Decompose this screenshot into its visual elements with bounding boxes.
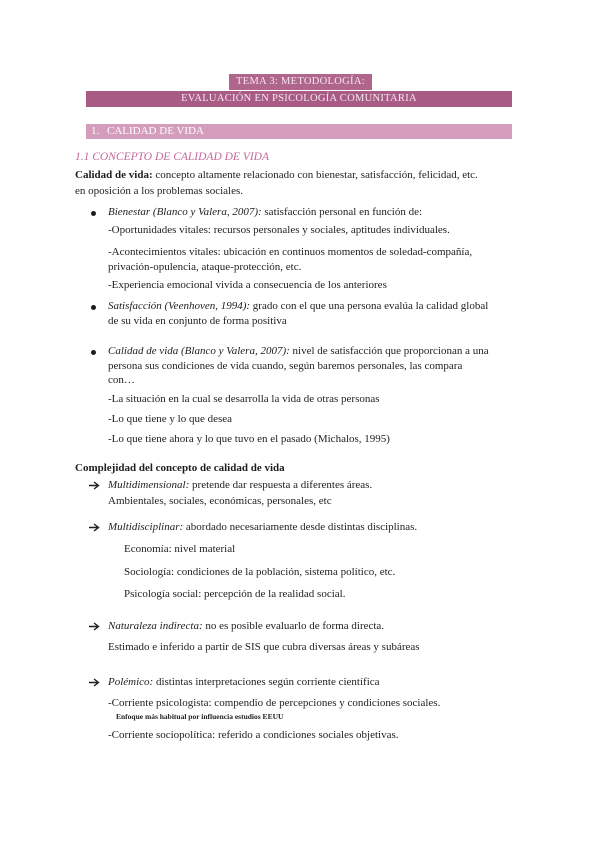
definition-line bbox=[75, 168, 478, 183]
section-number: 1. bbox=[91, 125, 100, 137]
document-title-line1: TEMA 3: METODOLOGÍA: bbox=[229, 74, 372, 90]
subsection-title: 1.1 CONCEPTO DE CALIDAD DE VIDA bbox=[75, 151, 270, 163]
complexity-item bbox=[108, 520, 417, 535]
complexity-lead: Naturaleza indirecta: bbox=[108, 620, 203, 632]
bullet-lead: Bienestar (Blanco y Valera, 2007): bbox=[108, 206, 262, 218]
complexity-text: pretende dar respuesta a diferentes áreas. bbox=[189, 479, 373, 491]
section-title: CALIDAD DE VIDA bbox=[107, 125, 204, 137]
bullet-item bbox=[108, 205, 422, 220]
document-title-line2: EVALUACIÓN EN PSICOLOGÍA COMUNITARIA bbox=[86, 91, 512, 107]
complexity-text: no es posible evaluarlo de forma directa. bbox=[202, 620, 385, 632]
complexity-heading: Complejidad del concepto de calidad de vida bbox=[75, 462, 285, 474]
complexity-text: distintas interpretaciones según corriente científica bbox=[153, 676, 380, 688]
discipline-item: Psicología social: percepción de la realidad social. bbox=[124, 588, 346, 600]
discipline-item: Sociología: condiciones de la población, sistema político, etc. bbox=[124, 566, 396, 578]
current-item: -Corriente psicologista: compendio de percepciones y condiciones sociales. bbox=[108, 697, 441, 709]
arrow-right-icon bbox=[89, 523, 100, 532]
definition-line: en oposición a los problemas sociales. bbox=[75, 185, 244, 197]
sub-item: -Experiencia emocional vivida a consecuencia de los anteriores bbox=[108, 279, 387, 291]
section-header bbox=[86, 124, 512, 139]
bullet-text: nivel de satisfacción que proporcionan a una bbox=[289, 345, 489, 357]
definition-term: Calidad de vida: bbox=[75, 169, 153, 181]
complexity-continuation: Estimado e inferido a partir de SIS que cubra diversas áreas y subáreas bbox=[108, 641, 420, 653]
current-note: Enfoque más habitual por influencia estudios EEUU bbox=[116, 712, 284, 721]
arrow-right-icon bbox=[89, 622, 100, 631]
bullet-text: grado con el que una persona evalúa la calidad global bbox=[250, 300, 489, 312]
arrow-right-icon bbox=[89, 481, 100, 490]
complexity-text: abordado necesariamente desde distintas disciplinas. bbox=[183, 521, 418, 533]
bullet-continuation: persona sus condiciones de vida cuando, según baremos personales, las compara bbox=[108, 360, 463, 372]
complexity-lead: Multidisciplinar: bbox=[108, 521, 184, 533]
sub-item: -Acontecimientos vitales: ubicación en continuos momentos de soledad-compañía, bbox=[108, 246, 473, 258]
bullet-icon bbox=[91, 305, 96, 310]
complexity-item bbox=[108, 675, 380, 690]
definition-text: concepto altamente relacionado con bienestar, satisfacción, felicidad, etc. bbox=[152, 169, 478, 181]
complexity-lead: Multidimensional: bbox=[108, 479, 190, 491]
discipline-item: Economía: nivel material bbox=[124, 543, 236, 555]
sub-item: -Oportunidades vitales: recursos personales y sociales, aptitudes individuales. bbox=[108, 224, 450, 236]
sub-item: privación-opulencia, ataque-protección, etc. bbox=[108, 261, 302, 273]
bullet-item bbox=[108, 344, 489, 359]
bullet-lead: Satisfacción (Veenhoven, 1994): bbox=[108, 300, 251, 312]
complexity-item bbox=[108, 478, 372, 493]
sub-item: -La situación en la cual se desarrolla la vida de otras personas bbox=[108, 393, 380, 405]
bullet-lead: Calidad de vida (Blanco y Valera, 2007): bbox=[108, 345, 290, 357]
bullet-item bbox=[108, 299, 488, 314]
bullet-continuation: de su vida en conjunto de forma positiva bbox=[108, 315, 287, 327]
complexity-lead: Polémico: bbox=[108, 676, 154, 688]
bullet-icon bbox=[91, 211, 96, 216]
bullet-continuation: con… bbox=[108, 374, 135, 386]
complexity-continuation: Ambientales, sociales, económicas, personales, etc bbox=[108, 495, 332, 507]
bullet-icon bbox=[91, 350, 96, 355]
sub-item: -Lo que tiene y lo que desea bbox=[108, 413, 233, 425]
current-item: -Corriente sociopolítica: referido a condiciones sociales objetivas. bbox=[108, 729, 399, 741]
bullet-text: satisfacción personal en función de: bbox=[261, 206, 423, 218]
sub-item: -Lo que tiene ahora y lo que tuvo en el pasado (Michalos, 1995) bbox=[108, 433, 390, 445]
complexity-item bbox=[108, 619, 384, 634]
arrow-right-icon bbox=[89, 678, 100, 687]
